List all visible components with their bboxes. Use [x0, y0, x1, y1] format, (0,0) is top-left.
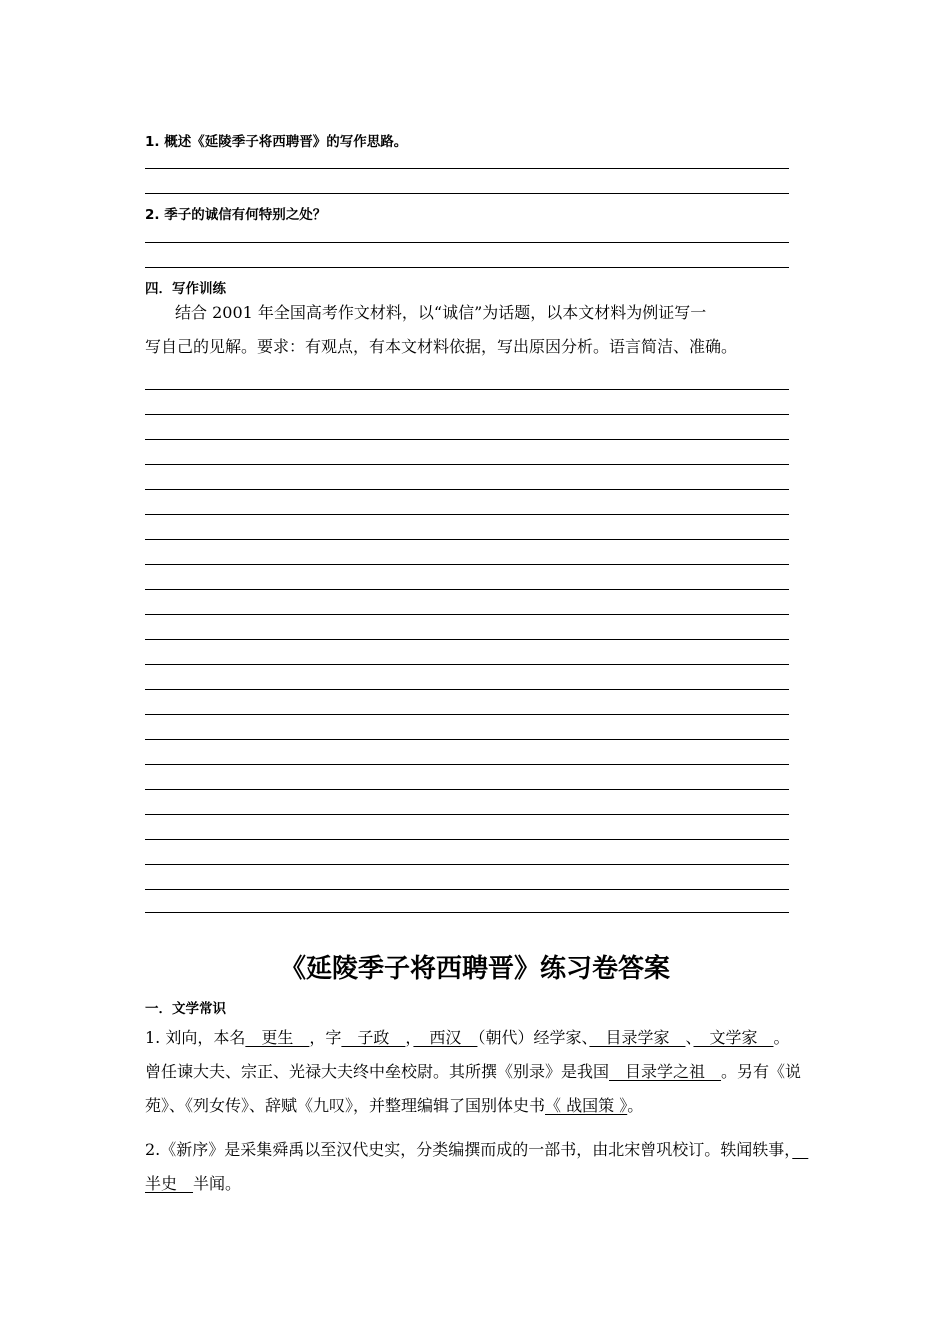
text: 2.《新序》是采集舜禹以至汉代史实，分类编撰而成的一部书，由北宋曾巩校订。轶闻轶事，	[145, 1140, 793, 1159]
answer-blank: 目录学家	[589, 1028, 686, 1047]
question-2: 2. 季子的诚信有何特别之处？	[145, 207, 327, 223]
answer-blank: 西汉	[413, 1028, 478, 1047]
answer-blank: 子政	[341, 1028, 406, 1047]
answer-blank: 目录学之祖	[609, 1062, 722, 1081]
writing-line[interactable]	[145, 639, 789, 640]
answer-blank: 半史	[145, 1174, 194, 1193]
para-2-line-2	[145, 1167, 815, 1201]
para-2-line-1	[145, 1133, 815, 1167]
writing-line[interactable]	[145, 439, 789, 440]
para-1-line-2	[145, 1055, 815, 1089]
writing-line[interactable]	[145, 839, 789, 840]
writing-line[interactable]	[145, 664, 789, 665]
answer-line[interactable]	[145, 242, 789, 243]
section-1-heading: 一．文学常识	[145, 1001, 226, 1017]
writing-line[interactable]	[145, 912, 789, 913]
writing-line[interactable]	[145, 789, 789, 790]
text: 、	[685, 1028, 694, 1047]
text: （朝代）经学家、	[477, 1028, 590, 1047]
text: 苑》、《列女传》、辞赋《九叹》，并整理编辑了国别体史书	[145, 1096, 546, 1115]
section-1-paragraph-2	[145, 1133, 815, 1201]
question-1: 1. 概述《延陵季子将西聘晋》的写作思路。	[145, 134, 408, 150]
text: 1. 刘向，本名	[145, 1028, 246, 1047]
writing-line[interactable]	[145, 689, 789, 690]
answer-blank: 更生	[245, 1028, 310, 1047]
text: ，	[405, 1028, 414, 1047]
answer-line[interactable]	[145, 193, 789, 194]
writing-line[interactable]	[145, 539, 789, 540]
writing-prompt-line-1: 结合 2001 年全国高考作文材料，以“诚信”为话题，以本文材料为例证写一	[175, 303, 707, 322]
writing-line[interactable]	[145, 739, 789, 740]
writing-line[interactable]	[145, 414, 789, 415]
writing-line[interactable]	[145, 514, 789, 515]
text: 半闻。	[193, 1174, 242, 1193]
writing-line[interactable]	[145, 589, 789, 590]
writing-line[interactable]	[145, 489, 789, 490]
writing-heading: 四．写作训练	[145, 281, 226, 297]
answer-blank	[792, 1140, 808, 1159]
text: ，字	[309, 1028, 342, 1047]
writing-prompt	[145, 296, 809, 364]
writing-line[interactable]	[145, 889, 789, 890]
writing-line[interactable]	[145, 714, 789, 715]
text: 曾任谏大夫、宗正、光禄大夫终中垒校尉。其所撰《别录》是我国	[145, 1062, 610, 1081]
text: 。另有《说	[721, 1062, 802, 1081]
answer-key-title: 《延陵季子将西聘晋》练习卷答案	[279, 954, 670, 984]
writing-line[interactable]	[145, 564, 789, 565]
answer-line[interactable]	[145, 168, 789, 169]
text: 。	[627, 1096, 644, 1115]
writing-prompt-line-2: 写自己的见解。要求：有观点，有本文材料依据，写出原因分析。语言简洁、准确。	[145, 337, 738, 356]
para-1-line-1	[145, 1021, 815, 1055]
writing-line[interactable]	[145, 614, 789, 615]
answer-blank: 文学家	[693, 1028, 774, 1047]
text: 。	[773, 1028, 790, 1047]
writing-line[interactable]	[145, 389, 789, 390]
writing-line[interactable]	[145, 864, 789, 865]
writing-line[interactable]	[145, 814, 789, 815]
writing-line[interactable]	[145, 464, 789, 465]
answer-blank: 《 战国策 》	[545, 1096, 628, 1115]
writing-line[interactable]	[145, 764, 789, 765]
section-1-paragraph-1	[145, 1021, 815, 1123]
answer-line[interactable]	[145, 267, 789, 268]
para-1-line-3	[145, 1089, 815, 1123]
